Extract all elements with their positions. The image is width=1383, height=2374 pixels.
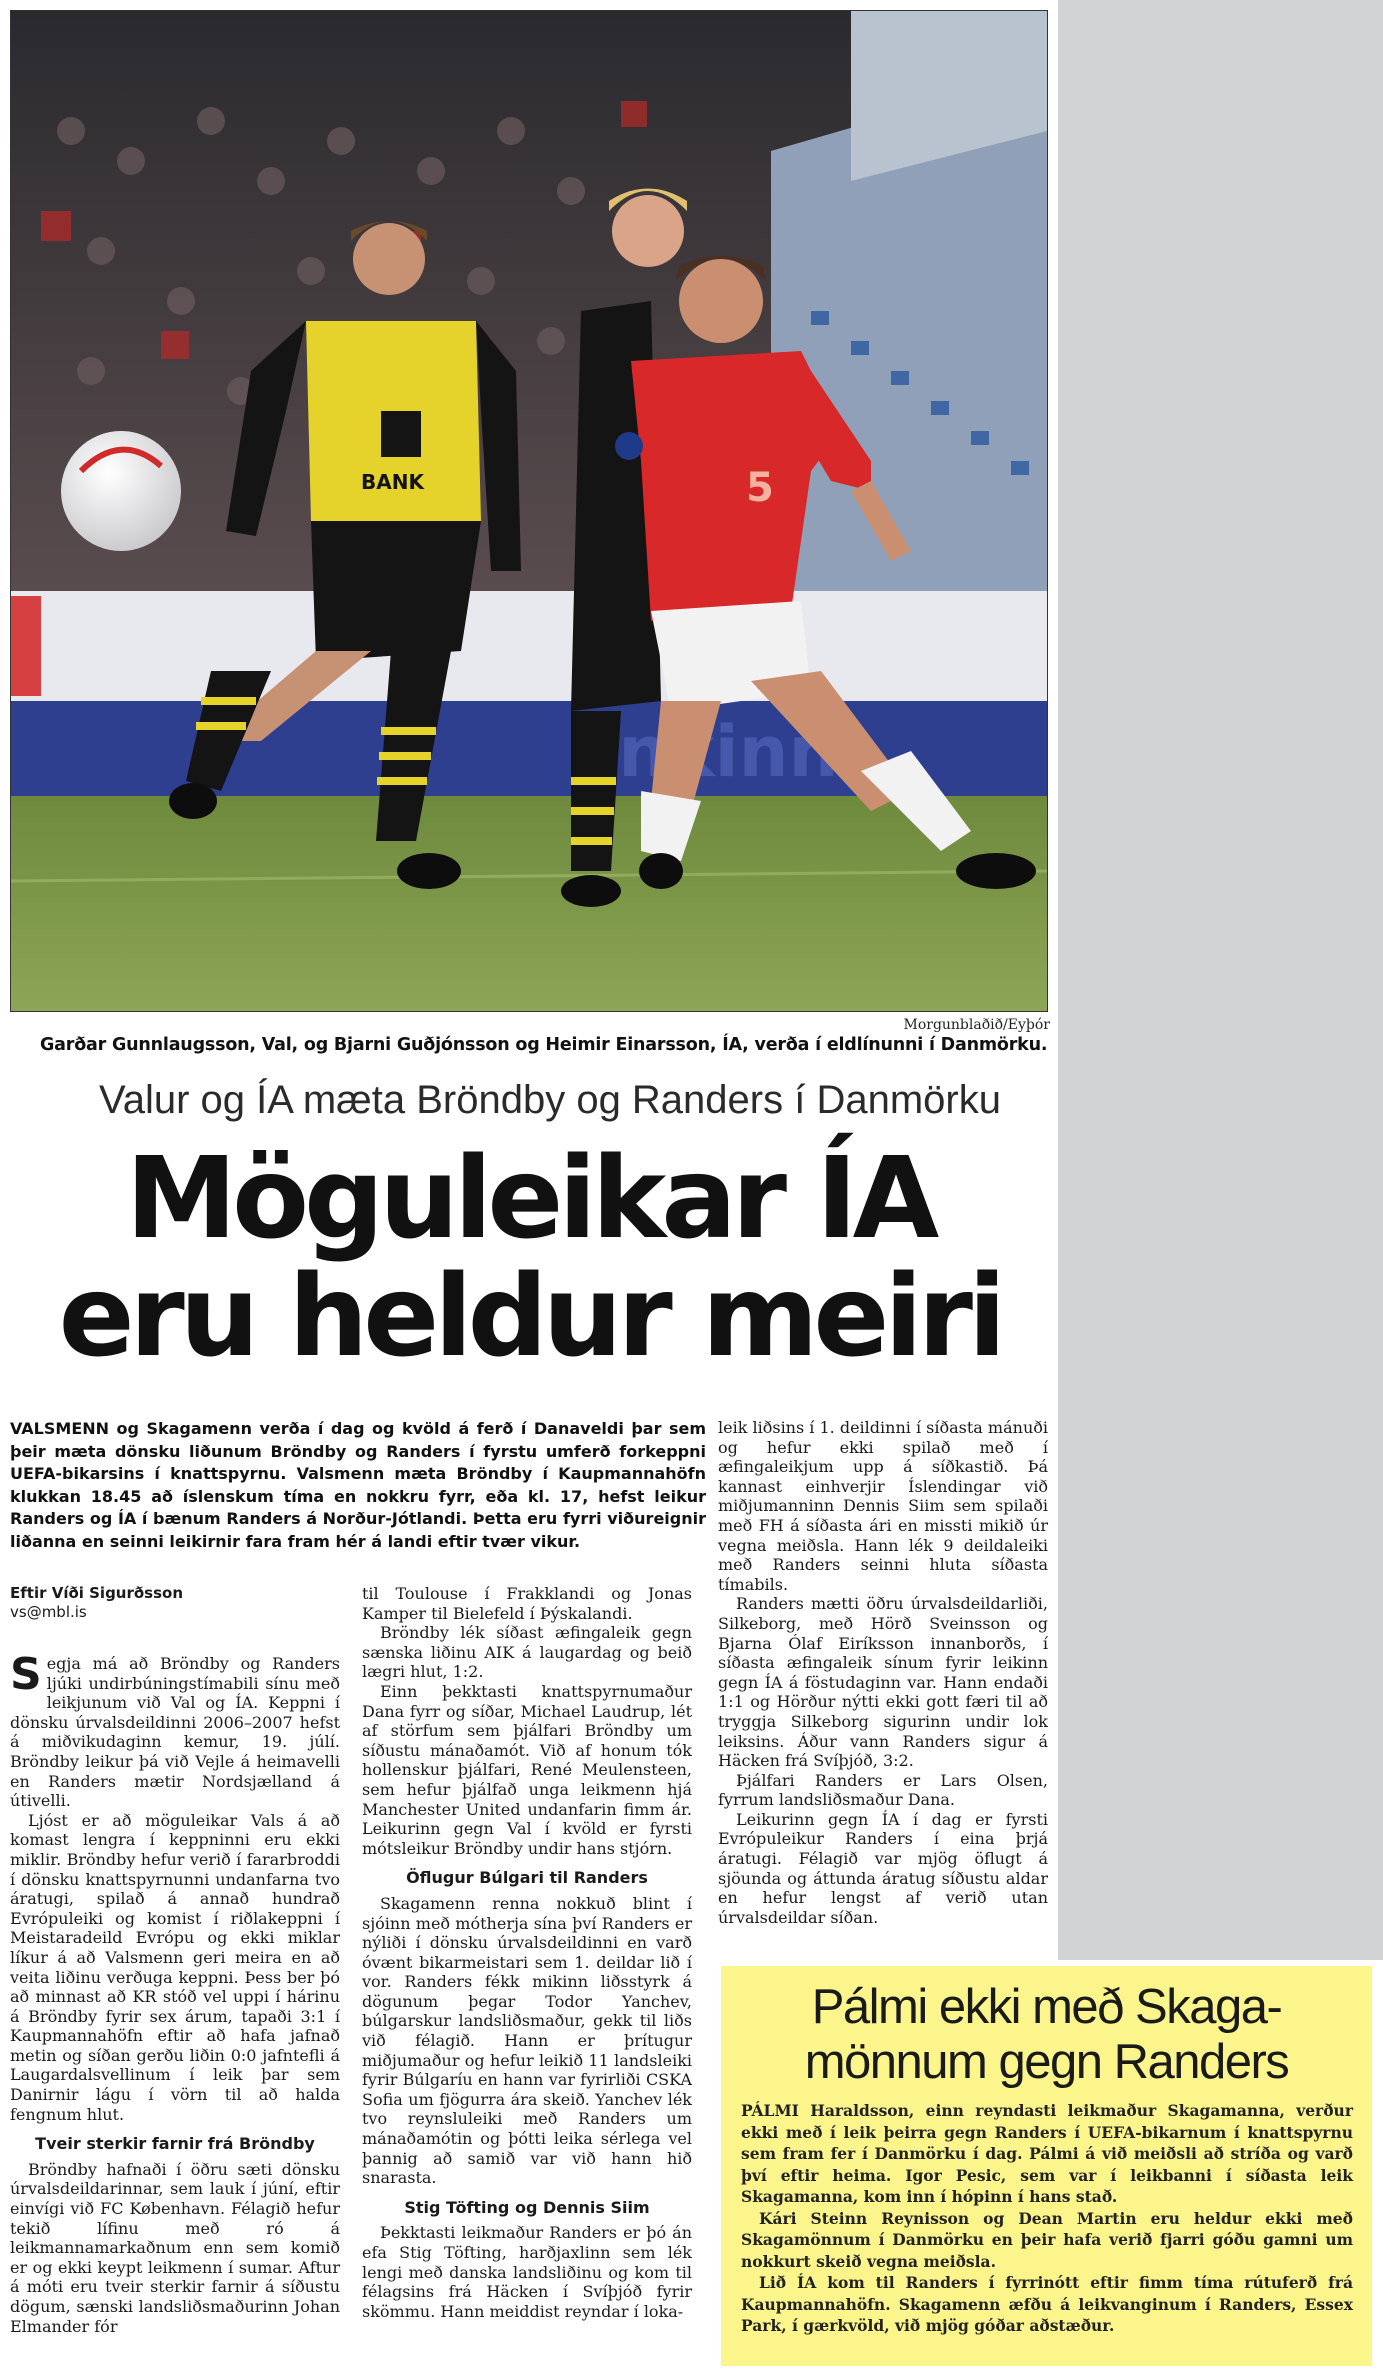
article-column-3 [718, 1418, 1048, 1927]
football-photo [10, 10, 1048, 1012]
column-3-paragraph-2: Randers mætti öðru úrvalsdeildarliði, Silkeborg, með Hörð Sveinsson og Bjarna Ólaf Eiríksson innanborðs, í síðasta æfingaleik sínum fyrir leikinn gegn ÍA á föstudaginn var. Hann endaði 1:1 og Hörður nýtti ekki gott færi til að tryggja Silkeborg sigurinn undir lok leiksins. Áður vann Randers sigur á Häcken frá Svíþjóð, 3:2. [718, 1594, 1048, 1771]
byline-email: vs@mbl.is [10, 1603, 87, 1621]
sidebar-title-line-2: mönnum gegn Randers [804, 2035, 1289, 2089]
grey-background-band [1058, 0, 1383, 1960]
subheading-bulgarian: Öflugur Búlgari til Randers [406, 1868, 648, 1888]
column-3-paragraph-1: leik liðsins í 1. deildinni í síðasta mánuði og hefur ekki spilað með í æfingaleikjum upp á síðkastið. Þá kannast einhverjir Íslendingar við miðjumanninn Dennis Siim sem spilaði með FH á síðasta ári en missti mikið úr vegna meiðsla. Hann lék 9 deildaleiki með Randers seinni hluta síðasta tímabils. [718, 1418, 1048, 1594]
drop-cap: S [10, 1649, 42, 1700]
article-lede: VALSMENN og Skagamenn verða í dag og kvöld á ferð í Danaveldi þar sem þeir mæta dönsku liðunum Bröndby og Randers í fyrstu umferð forkeppni UEFA-bikarsins í knattspyrnu. Valsmenn mæta Bröndby í Kaupmannahöfn klukkan 18.45 að íslenskum tíma en nokkru fyrr, eða kl. 17, hefst leikur Randers og ÍA í bænum Randers á Norður-Jótlandi. Þetta eru fyrri viðureignir liðanna en seinni leikirnir fara fram hér á landi eftir tvær vikur. [10, 1419, 706, 1551]
column-2-paragraph-4: Skagamenn renna nokkuð blint í sjóinn með mótherja sína því Randers er nýliði í dönsku úrvalsdeildinni en varð óvænt bikarmeistari sem 1. deildar lið í vor. Randers fékk mikinn liðsstyrk á dögunum þegar Todor Yanchev, búlgarskur landsliðsmaður, gekk til liðs við félagið. Hann er þrítugur miðjumaður og hefur leikið 11 landsleiki fyrir Búlgaríu en hann var fyrirliði CSKA Sofia um fjögurra ára skeið. Yanchev lék tvo reynsluleiki með Randers um mánaðamótin og þótti leika sérlega vel þannig að samið var við hann hið snarasta. [362, 1893, 692, 2188]
sidebar-paragraph-3: Lið ÍA kom til Randers í fyrrinótt eftir fimm tíma rútuferð frá Kaupmannahöfn. Skagamenn æfðu á leikvanginum í Randers, Essex Park, í gærkvöld, við mjög góðar aðstæður. [741, 2273, 1353, 2335]
sidebar-paragraph-2: Kári Steinn Reynisson og Dean Martin eru heldur ekki með Skagamönnum í Danmörku en þeir hafa verið fjarri góðu gamni um nokkurt skeið vegna meiðsla. [741, 2208, 1353, 2271]
subheading-tofting-siim: Stig Töfting og Dennis Siim [404, 2197, 650, 2217]
headline-line-2: eru heldur meiri [58, 1252, 1002, 1382]
photo-shirt-text: BANK [361, 470, 424, 494]
article-column-1 [10, 1649, 340, 2336]
column-2-paragraph-3: Einn þekktasti knattspyrnumaður Dana fyrr og síðar, Michael Laudrup, lét af störfum sem þjálfari Bröndby um síðustu mánaðamót. Við af honum tók hollenskur þjálfari, René Meulensteen, sem hefur þjálfað unga leikmenn hjá Manchester United undanfarin fimm ár. Leikurinn gegn Val í kvöld er fyrsti mótsleikur Bröndby undir hans stjórn. [362, 1681, 692, 1858]
column-1-paragraph-1: Segja má að Bröndby og Randers ljúki undirbúningstímabili sínu með leikjunum við Val og ÍA. Keppni í dönsku úrvalsdeildinni 2006–2007 hefst á miðvikudaginn kemur, 19. júlí. Bröndby leikur þá við Vejle á heimavelli en Randers mætir Nordsjælland á útivelli. [10, 1649, 340, 1811]
column-2-paragraph-2: Bröndby lék síðast æfingaleik gegn sænska liðinu AIK á laugardag og beið lægri hlut, 1:2. [362, 1623, 692, 1682]
column-3-paragraph-3: Þjálfari Randers er Lars Olsen, fyrrum landsliðsmaður Dana. [718, 1770, 1048, 1810]
sidebar-body [741, 2100, 1353, 2337]
article-kicker: Valur og ÍA mæta Bröndby og Randers í Danmörku [99, 1078, 1001, 1122]
column-1-paragraph-3: Bröndby hafnaði í öðru sæti dönsku úrvalsdeildarinnar, sem lauk í júní, eftir einvígi við FC København. Félagið hefur tekið lífinu með ró á leikmannamarkaðnum enn sem komið er og ekki keypt leikmenn í sumar. Aftur á móti eru tveir sterkir farnir á síðustu dögum, sænski landsliðsmaðurinn Johan Elmander fór [10, 2159, 340, 2336]
sidebar-box [721, 1966, 1372, 2366]
headline-line-1: Möguleikar ÍA [125, 1134, 935, 1264]
svg-text:5: 5 [746, 465, 774, 511]
column-2-paragraph-5: Þekktasti leikmaður Randers er þó án efa Stig Töfting, harðjaxlinn sem lék lengi með danska landsliðinu og kom til félagsins frá Häcken í Svíþjóð fyrir skömmu. Hann meiddist reyndar í loka- [362, 2223, 692, 2321]
sidebar-title-line-1: Pálmi ekki með Skaga- [811, 1980, 1282, 2034]
sidebar-paragraph-1: PÁLMI Haraldsson, einn reyndasti leikmaður Skagamanna, verður ekki með í leik þeirra gegn Randers í UEFA-bikarnum í knattspyrnu sem fram fer í Danmörku í dag. Pálmi á við meiðsli að stríða og varð því eftir heima. Igor Pesic, sem var í leikbanni í síðasta leik Skagamanna, kom inn í hópinn í hans stað. [741, 2101, 1353, 2206]
article-column-2 [362, 1584, 692, 2321]
byline [10, 1584, 340, 1622]
column-2-paragraph-1: til Toulouse í Frakklandi og Jonas Kamper til Bielefeld í Þýskalandi. [362, 1584, 692, 1623]
column-1-paragraph-2: Ljóst er að möguleikar Vals á að komast lengra í keppninni eru ekki miklir. Bröndby hefur verið í fararbroddi í dönsku knattspyrnunni undanfarna tvo áratugi, spilað á annað hundrað Evrópuleiki og komist í riðlakeppni í Meistaradeild Evrópu og ekki miklar líkur á að Valsmenn geri meira en að veita liðinu verðuga keppni. Þess ber þó að minnast að KR stóð vel uppi í hárinu á Bröndby fyrir sex árum, tapaði 3:1 í Kaupmannahöfn eftir að hafa jafnað metin og síðan gerðu liðin 0:0 jafntefli á Laugardalsvellinum í leik þar sem Danirnir lágu í vörn til að halda fengnum hlut. [10, 1810, 340, 2124]
article-headline [10, 1134, 1050, 1382]
subheading-brondby: Tveir sterkir farnir frá Bröndby [35, 2134, 315, 2154]
sidebar-title [721, 1980, 1372, 2090]
column-3-paragraph-4: Leikurinn gegn ÍA í dag er fyrsti Evrópuleikur Randers í eina þrjá áratugi. Félagið var mjög öflugt á sjöunda og áttunda áratug síðustu aldar en hefur lengst af verið utan úrvalsdeildar síðan. [718, 1809, 1048, 1927]
photo-caption: Garðar Gunnlaugsson, Val, og Bjarni Guðjónsson og Heimir Einarsson, ÍA, verða í eldlínunni í Danmörku. [40, 1035, 1048, 1055]
photo-credit: Morgunblaðið/Eyþór [903, 1017, 1050, 1033]
byline-name: Eftir Víði Sigurðsson [10, 1584, 184, 1602]
